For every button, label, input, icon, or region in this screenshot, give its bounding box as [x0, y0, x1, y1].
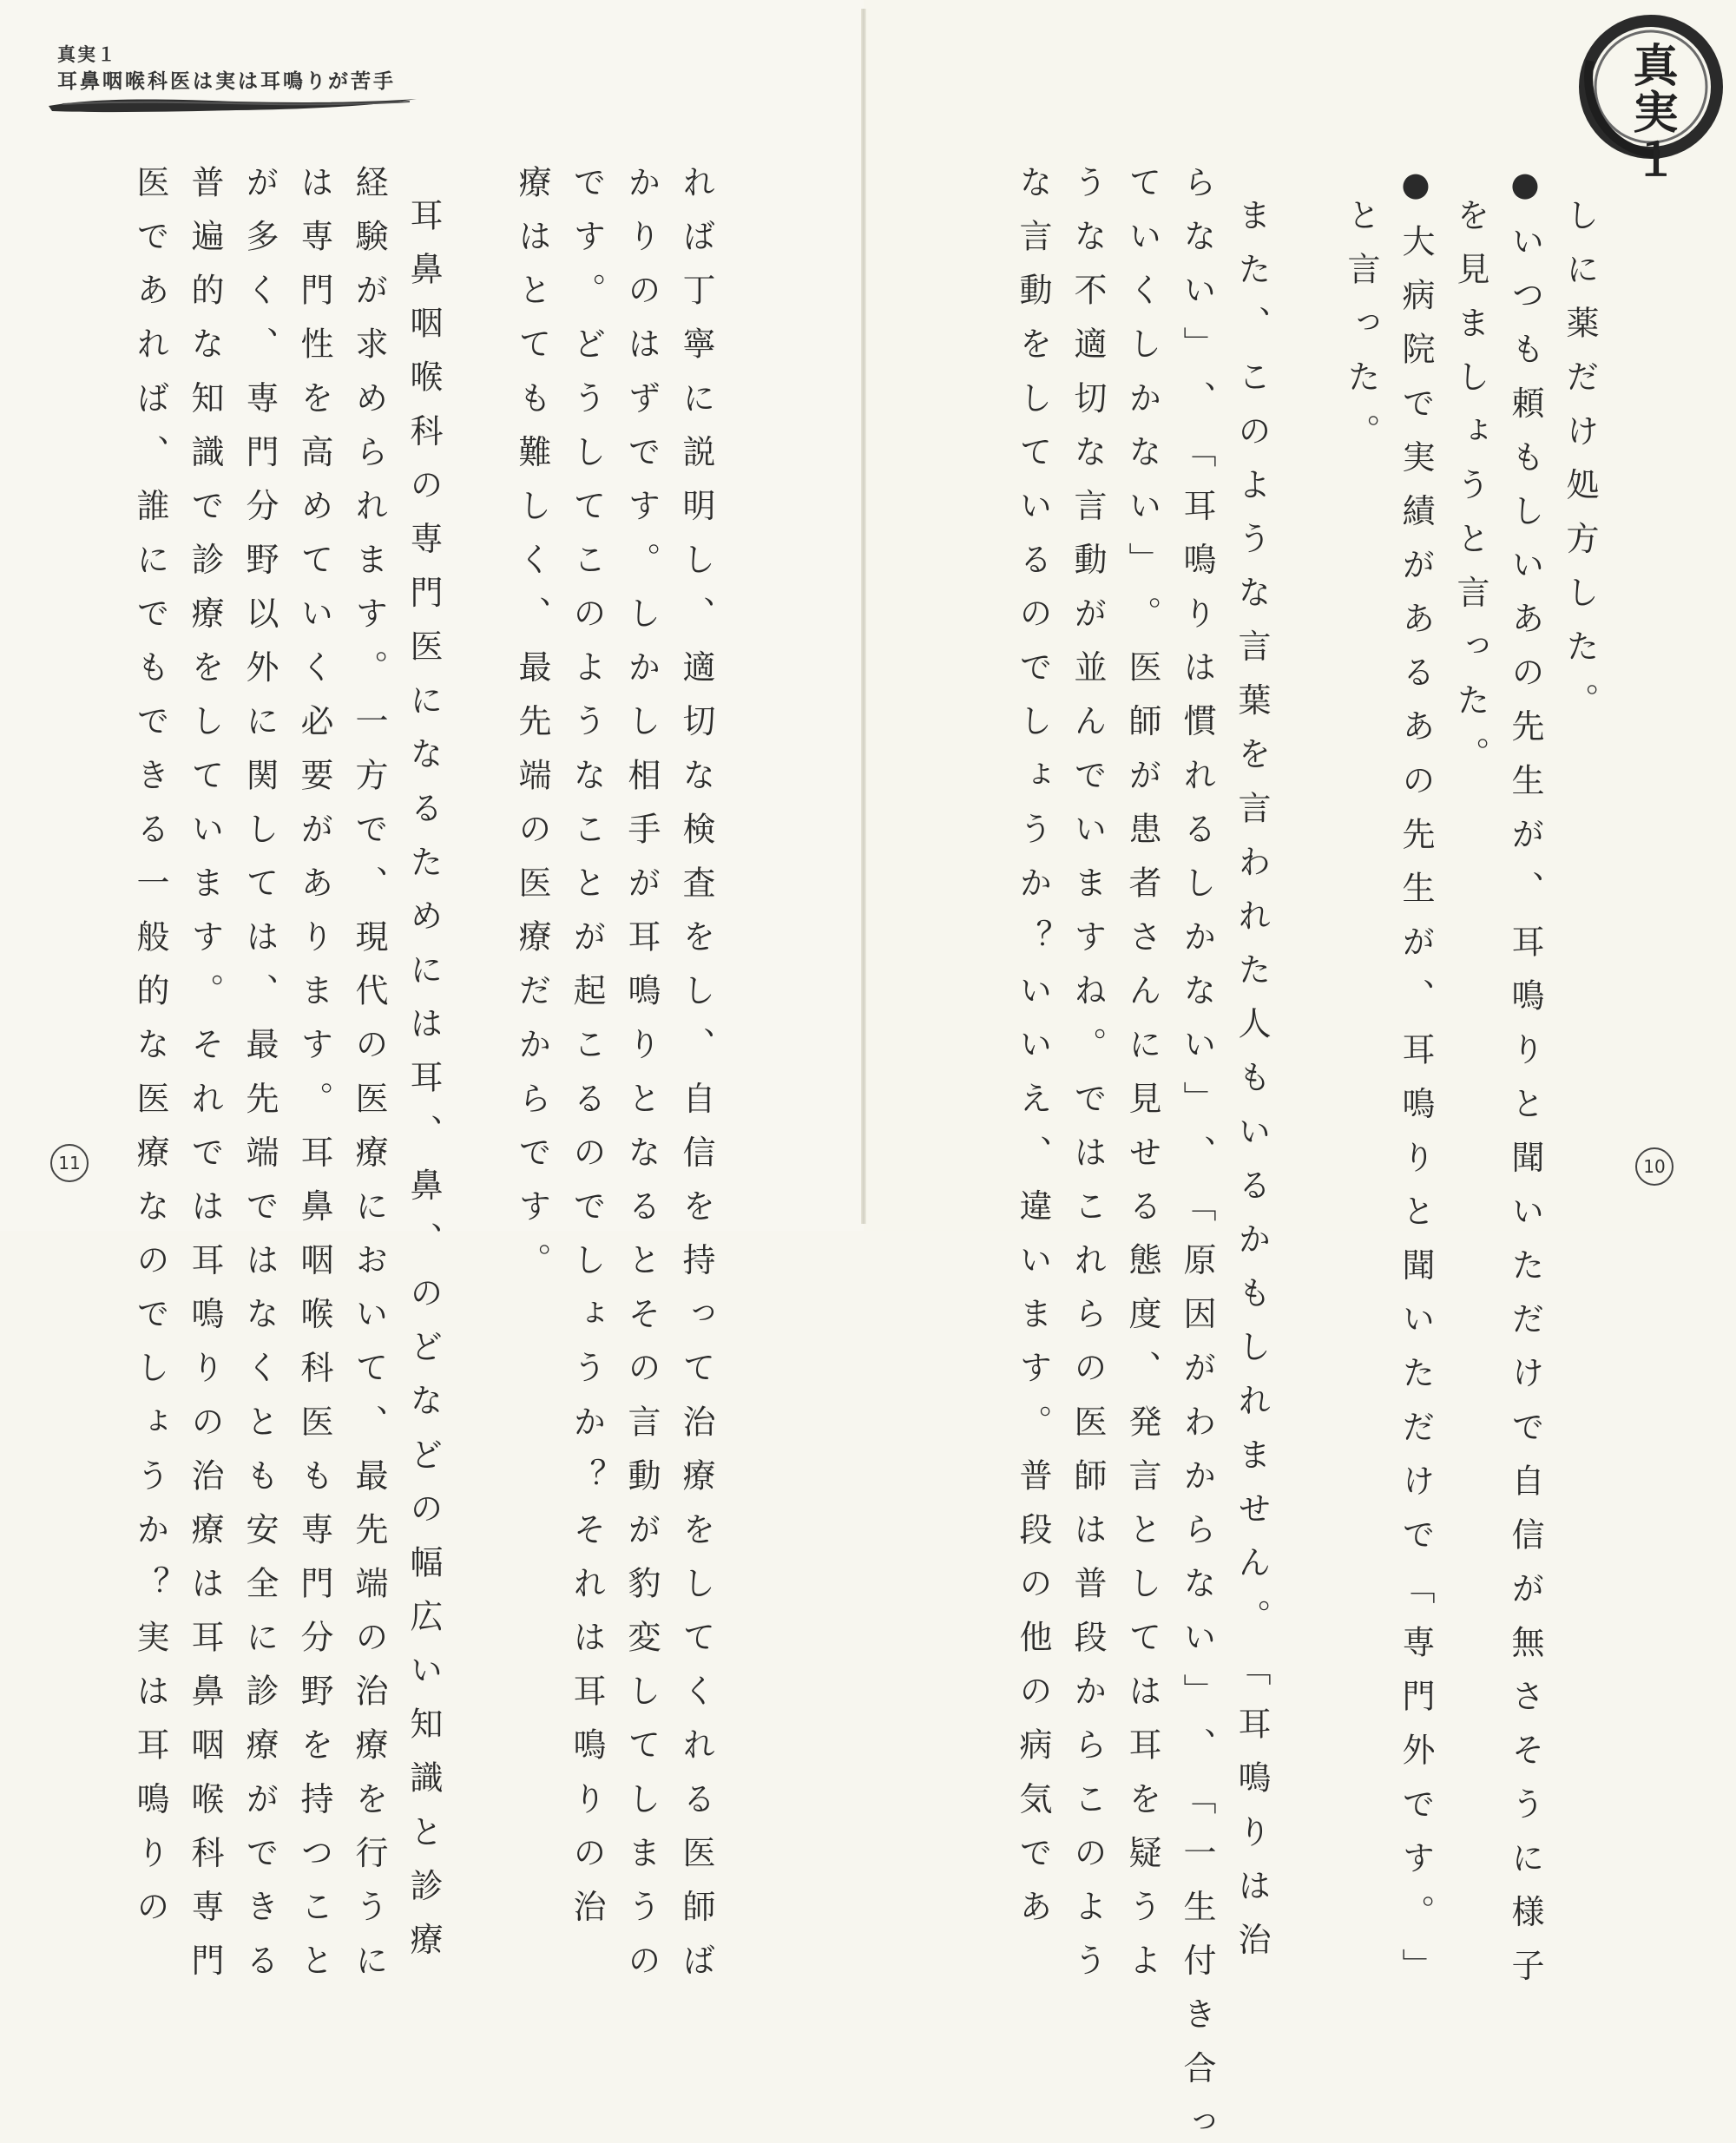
right-text-line-1: し に 薬 だ け 処 方 し た 。 [1561, 198, 1599, 721]
left-text-line-7: は 専 門 性 を 高 め て い く 必 要 が あ り ま す 。 耳 鼻 咽 喉 科 医 も 専 門 分 野 を 持 つ こ と [295, 165, 333, 1982]
left-text-line-5: 耳 鼻 咽 喉 科 の 専 門 医 に な る た め に は 耳 、 鼻 、 の ど な ど の 幅 広 い 知 識 と 診 療 [404, 198, 443, 1961]
running-head-label: 真実１ [57, 44, 117, 65]
left-text-line-8: が 多 く 、 専 門 分 野 以 外 に 関 し て は 、 最 先 端 で は な く と も 安 全 に 診 療 が で き る [240, 165, 279, 1982]
right-text-line-10: な 言 動 を し て い る の で し ょ う か ？ い い え 、 違 い ま す 。 普 段 の 他 の 病 気 で あ [1014, 165, 1052, 1928]
left-text-line-6: 経 験 が 求 め ら れ ま す 。 一 方 で 、 現 代 の 医 療 に お い て 、 最 先 端 の 治 療 を 行 う に [350, 165, 388, 1982]
left-text-line-10: 医 で あ れ ば 、 誰 に で も で き る 一 般 的 な 医 療 な の で し ょ う か ？ 実 は 耳 鳴 り の [131, 165, 169, 1928]
right-text-line-7: ら な い 」 、 「 耳 鳴 り は 慣 れ る し か な い 」 、 「 原 因 が わ か ら な い 」 、 「 一 生 付 き 合 っ [1178, 165, 1216, 2143]
right-text-line-3: を 見 ま し ょ う と 言 っ た 。 [1451, 198, 1489, 775]
page-number-right: 10 [1635, 1147, 1674, 1186]
left-text-line-9: 普 遍 的 な 知 識 で 診 療 を し て い ま す 。 そ れ で は 耳 鳴 り の 治 療 は 耳 鼻 咽 喉 科 専 門 [186, 165, 224, 1982]
left-text-line-2: か り の は ず で す 。 し か し 相 手 が 耳 鳴 り と な る と そ の 言 動 が 豹 変 し て し ま う の [622, 165, 661, 1982]
right-text-line-9: う な 不 適 切 な 言 動 が 並 ん で い ま す ね 。 で は こ れ ら の 医 師 は 普 段 か ら こ の よ う [1069, 165, 1107, 1982]
right-text-line-8: て い く し か な い 」 。 医 師 が 患 者 さ ん に 見 せ る 態 度 、 発 言 と し て は 耳 を 疑 う よ [1123, 165, 1161, 1982]
book-gutter [861, 9, 866, 1224]
left-text-line-4: 療 は と て も 難 し く 、 最 先 端 の 医 療 だ か ら で す 。 [513, 165, 551, 1281]
right-text-line-2: ● い つ も 頼 も し い あ の 先 生 が 、 耳 鳴 り と 聞 い た だ け で 自 信 が 無 さ そ う に 様 子 [1506, 165, 1544, 1987]
left-text-line-1: れ ば 丁 寧 に 説 明 し 、 適 切 な 検 査 を し 、 自 信 を 持 っ て 治 療 を し て く れ る 医 師 ば [677, 165, 715, 1982]
running-head-title: 耳鼻咽喉科医は実は耳鳴りが苦手 [57, 70, 396, 93]
left-text-line-3: で す 。 ど う し て こ の よ う な こ と が 起 こ る の で し ょ う か ？ そ れ は 耳 鳴 り の 治 [568, 165, 606, 1928]
running-head [57, 42, 396, 95]
right-text-line-4: ● 大 病 院 で 実 績 が あ る あ の 先 生 が 、 耳 鳴 り と 聞 い た だ け で 「 専 門 外 で す 。 」 [1397, 165, 1435, 1987]
brush-stroke-divider [45, 94, 418, 116]
page-number-left: 11 [50, 1144, 89, 1182]
right-text-line-5: と 言 っ た 。 [1342, 198, 1380, 452]
badge-text: 真実１ [1625, 42, 1678, 182]
right-text-line-6: ま た 、 こ の よ う な 言 葉 を 言 わ れ た 人 も い る か も し れ ま せ ん 。 「 耳 鳴 り は 治 [1233, 198, 1271, 1961]
